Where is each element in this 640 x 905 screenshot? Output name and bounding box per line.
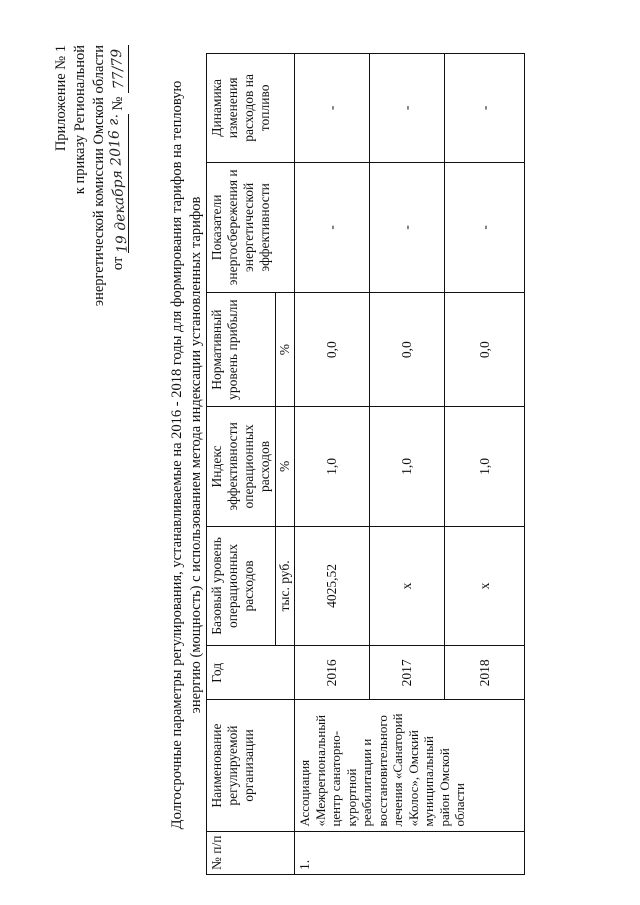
header-base: Базовый уровень операционных расходов [207, 526, 276, 646]
cell-dynamics: - [445, 54, 525, 163]
cell-profit: 0,0 [370, 293, 445, 407]
cell-efficiency: - [295, 162, 370, 292]
date-prefix: от [110, 256, 126, 271]
annex-date-number [105, 45, 131, 345]
unit-index: % [276, 407, 295, 527]
header-index: Индекс эффективности операционных расходов [207, 407, 276, 527]
header-year: Год [207, 646, 295, 700]
organization-name: Ассоциация «Межрегиональный центр санаторно-курортной реабилитации и восстановительного лечения «Санаторий «Колос», Омский муниципальный район Омской области [295, 700, 525, 831]
cell-dynamics: - [370, 54, 445, 163]
cell-base: 4025,52 [295, 526, 370, 646]
cell-index: 1,0 [295, 407, 370, 527]
parameters-table [206, 53, 525, 875]
annex-order-ref: к приказу Региональной [72, 45, 88, 195]
cell-base: х [370, 526, 445, 646]
handwritten-number: 77/79 [109, 45, 129, 93]
header-org: Наименование регулируемой организации [207, 700, 295, 831]
cell-efficiency: - [445, 162, 525, 292]
number-prefix: № [110, 96, 126, 111]
header-dynamics: Динамика изменения расходов на топливо [207, 54, 295, 163]
cell-year: 2017 [370, 646, 445, 700]
cell-profit: 0,0 [445, 293, 525, 407]
annex-block [52, 45, 129, 345]
unit-base: тыс. руб. [276, 526, 295, 646]
table-row [295, 54, 370, 875]
cell-year: 2016 [295, 646, 370, 700]
heading-line-1: Долгосрочные параметры регулирования, устанавливаемые на 2016 - 2018 годы для формирования тарифов на тепловую [169, 80, 185, 830]
handwritten-date: 19 декабря 2016 г. [105, 113, 131, 254]
annex-title: Приложение № 1 [53, 45, 69, 152]
unit-profit: % [276, 293, 295, 407]
row-number: 1. [295, 831, 525, 874]
header-profit: Нормативный уровень прибыли [207, 293, 276, 407]
document-heading [168, 45, 206, 865]
header-no: № п/п [207, 831, 295, 874]
cell-index: 1,0 [370, 407, 445, 527]
heading-line-2: энергию (мощность) с использованием метода индексации установленных тарифов [188, 196, 204, 714]
header-efficiency: Показатели энергосбережения и энергетической эффективности [207, 162, 295, 292]
cell-base: х [445, 526, 525, 646]
cell-profit: 0,0 [295, 293, 370, 407]
annex-commission: энергетической комиссии Омской области [91, 45, 107, 307]
cell-index: 1,0 [445, 407, 525, 527]
header-row [207, 54, 276, 875]
cell-efficiency: - [370, 162, 445, 292]
cell-year: 2018 [445, 646, 525, 700]
cell-dynamics: - [295, 54, 370, 163]
